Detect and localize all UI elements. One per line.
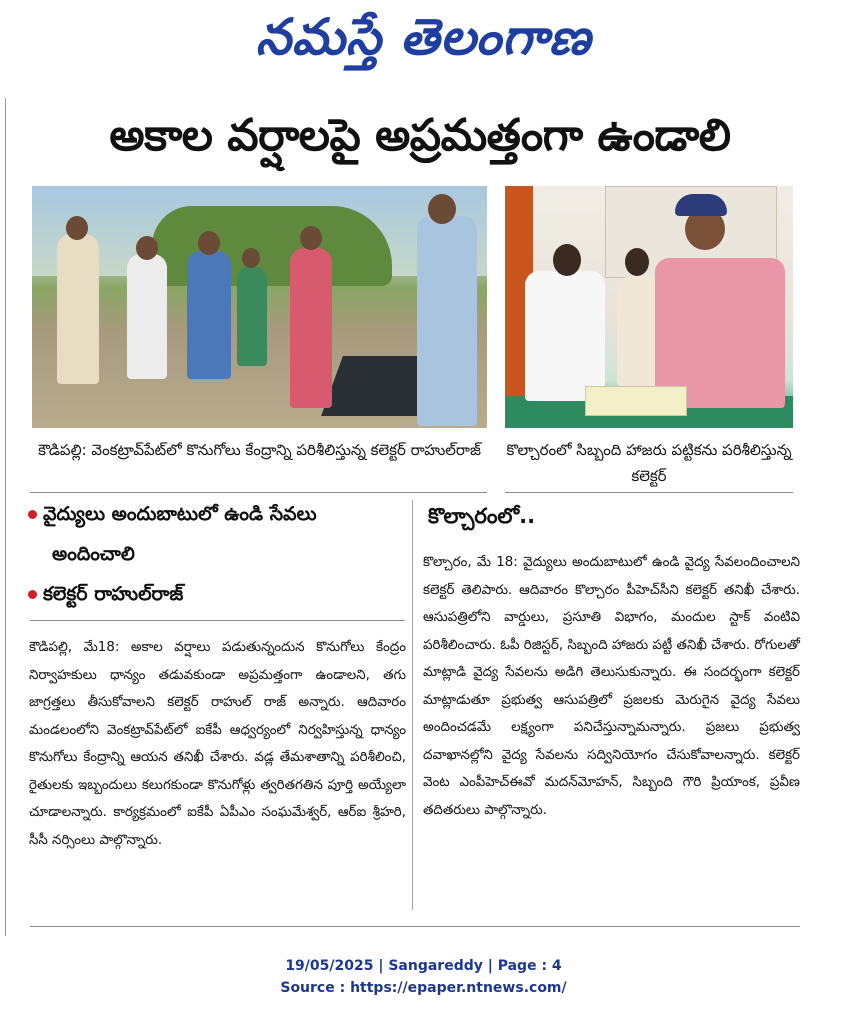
clip-border bbox=[5, 98, 6, 936]
highlight-text: వైద్యులు అందుబాటులో ఉండి సేవలు bbox=[43, 503, 317, 525]
highlight-divider bbox=[30, 620, 405, 621]
footer-source-line: Source : https://epaper.ntnews.com/ bbox=[280, 980, 567, 996]
bullet-dot-icon bbox=[28, 510, 37, 519]
bullet-dot-icon bbox=[28, 590, 37, 599]
highlight-point-2 bbox=[28, 578, 183, 610]
photo-phc-inspection bbox=[505, 186, 793, 428]
photo-caption-right: కొల్చారంలో సిబ్బంది హాజరు పట్టికను పరిశీలిస్తున్న కలెక్టర్ bbox=[506, 441, 792, 485]
article-column-2: కొల్చారం, మే 18: వైద్యులు అందుబాటులో ఉండి వైద్య సేవలందించాలని కలెక్టర్ తెలిపారు. ఆదివారం కొల్చారం పీహెచ్‌సీని కలెక్టర్ తనిఖీ చేశారు. ఆసుపత్రిలోని వార్డులు, ప్రసూతి విభాగం, మందుల స్టాక్ వంటివి పరిశీలించారు. ఓపీ రిజిస్టర్, సిబ్బంది హాజరు పట్టీ తనిఖీ చేశారు. రోగులతో మాట్లాడి వైద్య సేవలను అడిగి తెలుసుకున్నారు. ఈ సందర్భంగా కలెక్టర్ మాట్లాడుతూ ప్రభుత్వ ఆసుపత్రిలో ప్రజలకు మెరుగైన వైద్య సేవలు అందించడమే లక్ష్యంగా పనిచేస్తున్నామన్నారు. ప్రజలు ప్రభుత్వ దవాఖానల్లోని వైద్య సేవలను సద్వినియోగం చేసుకోవాలన్నారు. కలెక్టర్ వెంట ఎంపీహెచ్‌ఈవో మదన్‌మోహన్, సిబ్బంది గౌరి ప్రియాంక, ప్రవీణ తదితరులు పాల్గొన్నారు. bbox=[423, 555, 800, 818]
subhead: కొల్చారంలో.. bbox=[428, 504, 536, 528]
highlight-point-1 bbox=[28, 498, 317, 530]
caption-divider-right bbox=[505, 492, 793, 493]
caption-divider-left bbox=[30, 492, 487, 493]
newspaper-logo: నమస్తే తెలంగాణ bbox=[255, 8, 592, 66]
article-column-1: కౌడిపల్లి, మే18: అకాల వర్షాలు పడుతున్నందున కొనుగోలు కేంద్రం నిర్వాహకులు ధాన్యం తడువకుండా అప్రమత్తంగా ఉండాలని, తగు జాగ్రత్తలు తీసుకోవాలని కలెక్టర్ రాహుల్ రాజ్ అన్నారు. ఆదివారం మండలంలోని వెంకట్రావ్‌పేట్‌లో ఐకేపీ ఆధ్వర్యంలో నిర్వహిస్తున్న ధాన్యం కొనుగోలు కేంద్రాన్ని ఆయన తనిఖీ చేశారు. వడ్ల తేమశాతాన్ని పరిశీలించి, రైతులకు ఇబ్బందులు కలుగకుండా కొనుగోళ్లు త్వరితగతిన పూర్తి అయ్యేలా చూడాలన్నారు. కార్యక్రమంలో ఐకేపీ ఏపీఎం సంఘమేశ్వర్, ఆర్ఐ శ్రీహరి, సీసీ నర్సింలు పాల్గొన్నారు. bbox=[29, 640, 406, 848]
photo-grain-center-visit bbox=[32, 186, 487, 428]
masthead bbox=[0, 0, 847, 80]
column-divider bbox=[412, 500, 413, 910]
highlight-text: కలెక్టర్ రాహుల్‌రాజ్ bbox=[43, 583, 184, 605]
headline: అకాల వర్షాలపై అప్రమత్తంగా ఉండాలి bbox=[109, 110, 731, 161]
footer-date-line: 19/05/2025 | Sangareddy | Page : 4 bbox=[285, 958, 562, 974]
photo-caption-left: కౌడిపల్లి: వెంకట్రావ్‌పేట్‌లో కొనుగోలు కేంద్రాన్ని పరిశీలిస్తున్న కలెక్టర్ రాహుల్‌రాజ్ bbox=[38, 441, 481, 459]
highlight-point-1-cont: అందించాలి bbox=[52, 543, 135, 565]
bottom-rule bbox=[30, 926, 800, 927]
